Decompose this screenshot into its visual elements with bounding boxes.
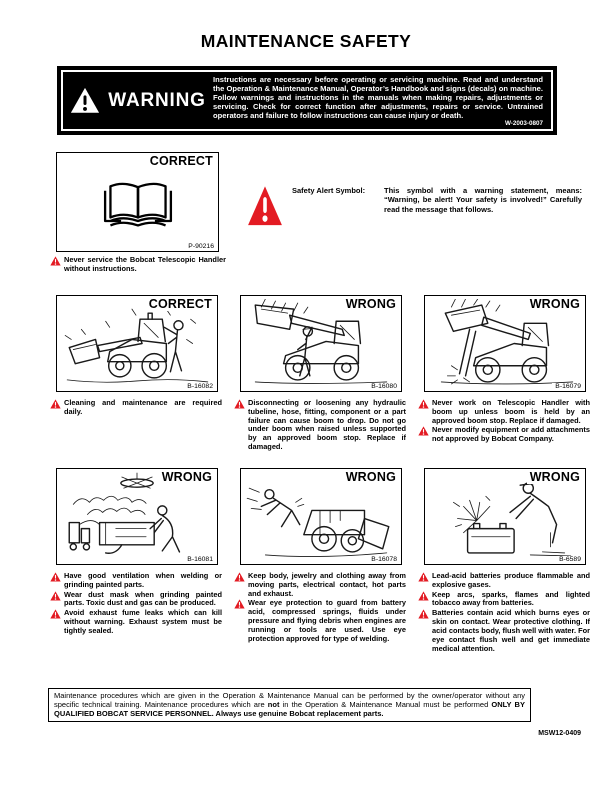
caption-text: Disconnecting or loosening any hydraulic tubeline, hose, fitting, component or a part failure can cause boom to drop. Do not go under boom when raised unless supported by an approved boom stop. Replace if damaged. [248, 398, 406, 452]
figure-code: B-16082 [184, 383, 213, 390]
panel-label: WRONG [343, 297, 396, 311]
book-caption-group [50, 256, 226, 274]
caption-item [418, 426, 590, 444]
warning-code: W-2003-0807 [504, 119, 543, 127]
caption-item [50, 591, 222, 609]
caption-item [234, 599, 406, 643]
caption-text: Lead-acid batteries produce flammable and explosive gases. [432, 571, 590, 589]
caption-item [234, 572, 406, 598]
footer-text [54, 691, 525, 718]
figure-code: B-6589 [556, 556, 581, 563]
alert-triangle-icon [418, 426, 429, 436]
warning-banner-inner [61, 70, 553, 131]
figure-code: B-16079 [552, 383, 581, 390]
caption-text: Keep arcs, sparks, flames and lighted tobacco away from batteries. [432, 589, 590, 608]
caption-item [50, 572, 222, 590]
footer-part1: Maintenance procedures which are given in the Operation & Maintenance Manual can be performed by the owner/operator without any specific technical training. Maintenance procedures which are [54, 691, 525, 710]
caption-item [234, 399, 406, 452]
caption-text: Never modify equipment or add attachments not approved by Bobcat Company. [432, 425, 590, 444]
book-art [57, 171, 218, 239]
alert-triangle-icon [50, 591, 61, 601]
figure-code: B-16080 [368, 383, 397, 390]
page-title: MAINTENANCE SAFETY [200, 31, 412, 51]
alert-triangle-icon [418, 609, 429, 619]
safety-alert-label: Safety Alert Symbol: [292, 186, 366, 195]
alert-triangle-icon [50, 399, 61, 409]
alert-triangle-icon [50, 256, 61, 266]
alert-triangle-icon [234, 599, 245, 609]
footer-bold-not: not [267, 700, 280, 710]
figure-code: B-16081 [184, 556, 213, 563]
figure-panel [56, 295, 218, 392]
caption-item [418, 609, 590, 653]
caption-group [234, 572, 406, 644]
caption-text: Have good ventilation when welding or grinding painted parts. [64, 571, 222, 589]
alert-triangle-icon [418, 591, 429, 601]
caption-item [418, 572, 590, 590]
caption-group [418, 572, 590, 653]
warning-text-body: Instructions are necessary before operating or servicing machine. Read and understand the Operation & Maintenance Manual, Operator’s Handbook and signs (decals) on machine. Follow warnings and instructions in the manuals when making repairs, adjustments or servicing. Check for correct function after adjustments, repairs or service. Untrained operators and failure to follow instructions can cause injury or death. [213, 75, 543, 120]
battery-explosion-illustration [428, 472, 582, 561]
caption-text: Batteries contain acid which burns eyes or skin on contact. Wear protective clothing. If acid contacts body, flush well with water. For eye contact flush well and get immediate medical attention. [432, 608, 590, 653]
figure-code: B-16078 [368, 556, 397, 563]
warning-text [213, 72, 551, 129]
open-book-icon [98, 176, 178, 234]
caption-text: Never work on Telescopic Handler with boom up unless boom is held by an approved boom stop. Replace if damaged. [432, 398, 590, 425]
panel-label: CORRECT [147, 154, 213, 168]
figure-panel [240, 295, 402, 392]
caption-item [50, 609, 222, 635]
correct-book-panel [56, 152, 219, 252]
alert-triangle-icon [234, 572, 245, 582]
caption-text: Wear eye protection to guard from battery acid, compressed springs, fluids under pressure and flying debris when engines are running or tools are used. Use eye protection approved for type of welding. [248, 598, 406, 643]
caption-group [234, 399, 406, 452]
caption-item [418, 399, 590, 425]
safety-alert-row [292, 186, 582, 214]
footer-bold-end: ONLY BY QUALIFIED BOBCAT SERVICE PERSONNEL. Always use genuine Bobcat replacement parts. [54, 700, 525, 719]
caption-text: Never service the Bobcat Telescopic Handler without instructions. [64, 255, 226, 273]
panel-label: WRONG [159, 470, 212, 484]
alert-triangle-icon [50, 572, 61, 582]
safety-alert-symbol-icon [247, 185, 283, 227]
figure-panel [240, 468, 402, 565]
caption-text: Avoid exhaust fume leaks which can kill without warning. Exhaust system must be tightly sealed. [64, 608, 222, 635]
panel-label: WRONG [343, 470, 396, 484]
alert-triangle-icon [234, 399, 245, 409]
figure-panel [424, 295, 586, 392]
panel-label: CORRECT [146, 297, 212, 311]
caption-group [50, 399, 222, 417]
worker-thrown-illustration [244, 472, 398, 561]
safety-alert-text: This symbol with a warning statement, means: “Warning, be alert! Your safety is involved!” Carefully read the message that follows. [384, 186, 582, 214]
caption-text: Wear dust mask when grinding painted parts. Toxic dust and gas can be produced. [64, 589, 222, 608]
caption-group [50, 572, 222, 636]
figure-panel [56, 468, 218, 565]
figure-code: P-90216 [185, 243, 214, 250]
warning-triangle-icon [70, 87, 100, 114]
footer-part2: in the Operation & Maintenance Manual must be performed [279, 700, 492, 710]
alert-triangle-icon [418, 572, 429, 582]
panel-label: WRONG [527, 470, 580, 484]
caption-text: Cleaning and maintenance are required daily. [64, 398, 222, 416]
warning-banner-left [63, 72, 213, 129]
telehandler-cleaning-illustration [60, 299, 214, 388]
alert-triangle-icon [418, 399, 429, 409]
footer-note [48, 688, 531, 722]
boom-raised-tipping-illustration [428, 299, 582, 388]
warning-label: WARNING [108, 89, 206, 111]
caption-group [418, 399, 590, 444]
boom-raised-worker-illustration [244, 299, 398, 388]
welding-ventilation-illustration [60, 472, 214, 561]
caption-item [50, 256, 226, 274]
panel-label: WRONG [527, 297, 580, 311]
alert-triangle-icon [50, 609, 61, 619]
figure-panel [424, 468, 586, 565]
caption-item [50, 399, 222, 417]
warning-banner [57, 66, 557, 135]
caption-text: Keep body, jewelry and clothing away from moving parts, electrical contact, hot parts and exhaust. [248, 571, 406, 598]
caption-item [418, 591, 590, 609]
msw-doc-code: MSW12-0409 [538, 730, 581, 737]
